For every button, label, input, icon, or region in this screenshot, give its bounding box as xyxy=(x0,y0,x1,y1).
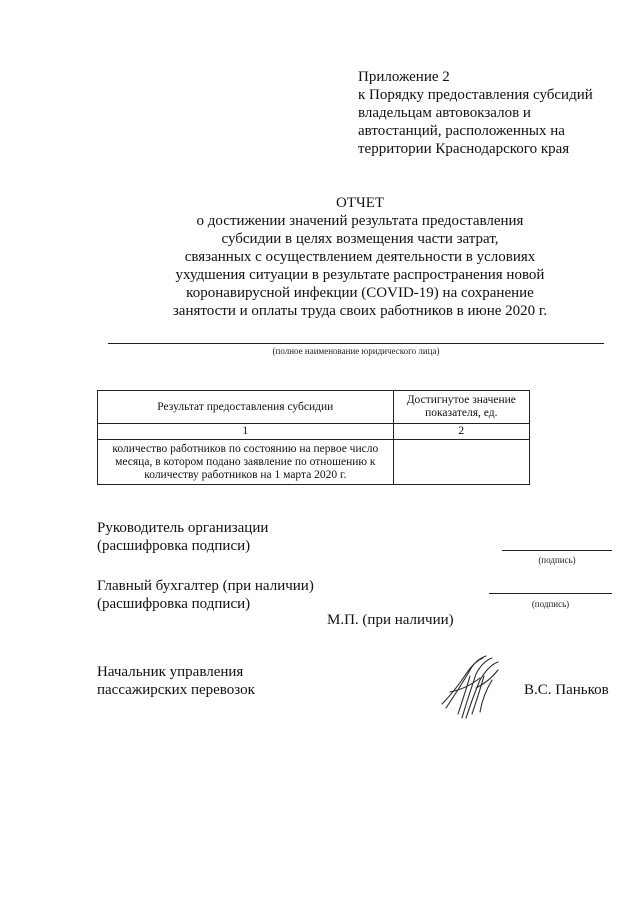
report-subtitle-line: коронавирусной инфекции (COVID-19) на сохранение xyxy=(186,285,534,301)
accountant-title: Главный бухгалтер (при наличии) xyxy=(97,578,314,594)
head-title: Руководитель организации xyxy=(97,520,269,536)
entity-name-caption: (полное наименование юридического лица) xyxy=(272,346,440,356)
report-title-block xyxy=(150,194,570,320)
report-subtitle-line: занятости и оплаты труда своих работников в июне 2020 г. xyxy=(172,303,548,319)
accountant-signature-line xyxy=(489,593,612,594)
table-header-value: Достигнутое значение показателя, ед. xyxy=(393,391,529,424)
appendix-line: Приложение 2 xyxy=(358,69,450,85)
handwritten-signature xyxy=(436,652,516,722)
table-row xyxy=(98,440,530,485)
stamp-label: М.П. (при наличии) xyxy=(327,612,454,628)
table-header-result: Результат предоставления субсидии xyxy=(98,391,394,424)
appendix-block xyxy=(358,68,593,158)
appendix-line: к Порядку предоставления субсидий xyxy=(358,87,593,103)
table-number-2: 2 xyxy=(393,424,529,440)
table-cell-value xyxy=(393,440,529,485)
head-decode: (расшифровка подписи) xyxy=(97,538,251,554)
chief-title-line2: пассажирских перевозок xyxy=(97,682,255,698)
accountant-decode: (расшифровка подписи) xyxy=(97,596,251,612)
table-header-row xyxy=(98,391,530,424)
table-cell-result: количество работников по состоянию на первое число месяца, в котором подано заявление по отношению к количеству работников на 1 марта 2020 г. xyxy=(98,440,394,485)
head-signature-caption: (подпись) xyxy=(538,555,576,565)
report-title: ОТЧЕТ xyxy=(335,195,385,211)
table-number-row xyxy=(98,424,530,440)
head-signature-line xyxy=(502,550,612,551)
entity-name-line xyxy=(108,343,604,344)
table-number-1: 1 xyxy=(98,424,394,440)
report-subtitle-line: субсидии в целях возмещения части затрат, xyxy=(221,231,499,247)
report-subtitle-line: о достижении значений результата предоставления xyxy=(196,213,524,229)
accountant-signature-caption: (подпись) xyxy=(531,599,570,609)
report-subtitle-line: ухудшения ситуации в результате распространения новой xyxy=(175,267,545,283)
chief-title-line1: Начальник управления xyxy=(97,664,244,680)
appendix-line: автостанций, расположенных на xyxy=(358,123,565,139)
report-table xyxy=(97,390,530,485)
appendix-line: владельцам автовокзалов и xyxy=(358,105,531,121)
chief-name: В.С. Паньков xyxy=(524,682,609,698)
appendix-line: территории Краснодарского края xyxy=(358,141,570,157)
report-subtitle-line: связанных с осуществлением деятельности в условиях xyxy=(184,249,536,265)
